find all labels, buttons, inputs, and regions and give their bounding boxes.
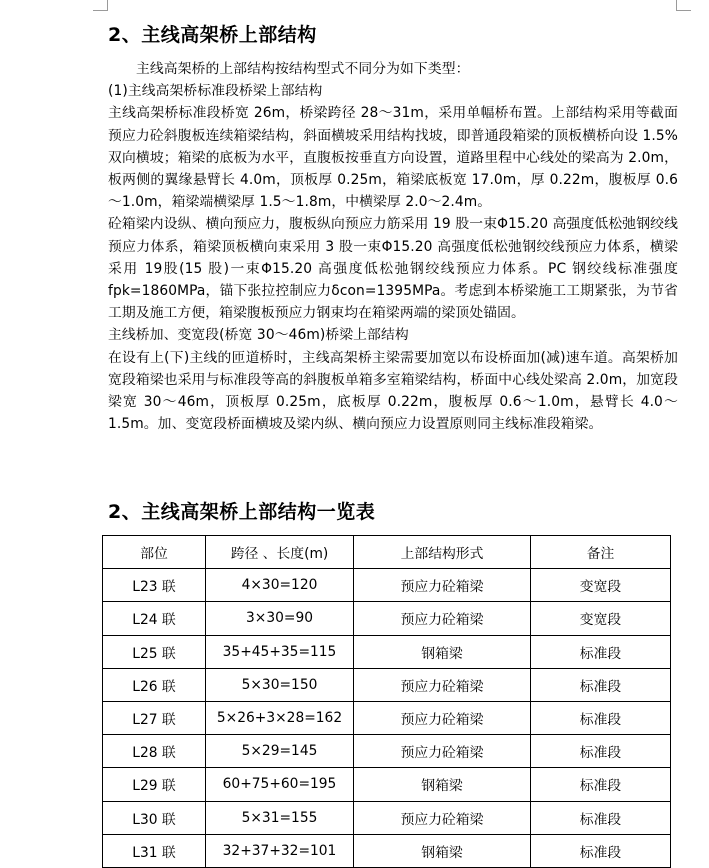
table-row [103,801,671,834]
table-cell: L28 联 [103,735,206,768]
table-cell: 钢箱梁 [354,635,531,668]
table-row [103,635,671,668]
table-cell: 预应力砼箱梁 [354,735,531,768]
table-cell: 标准段 [531,735,671,768]
table-row [103,735,671,768]
header-cell: 上部结构形式 [354,536,531,569]
table-cell: L25 联 [103,635,206,668]
table-cell: 预应力砼箱梁 [354,602,531,635]
table-row [103,834,671,867]
table-cell: 预应力砼箱梁 [354,569,531,602]
table-header-row [103,536,671,569]
paragraph: 主线高架桥的上部结构按结构型式不同分为如下类型： [136,61,470,77]
table-cell: 5×31=155 [206,801,354,834]
table-cell: 变宽段 [531,569,671,602]
paragraph: 在设有上(下)主线的匝道桥时，主线高架桥主梁需要加宽以布设桥面加(减)速车道。高架桥加宽段箱梁也采用与标准段等高的斜腹板单箱多室箱梁结构，桥面中心线处梁高 2.0m，加宽段梁宽 30～46m，顶板厚 0.25m，底板厚 0.22m，腹板厚 0.6～1.0m，悬臂长 4.0～1.5m。加、变宽段桥面横坡及梁内纵、横向预应力设置原则同主线标准段箱梁。 [108,349,678,433]
structure-table [102,535,671,868]
paragraph: 主线桥加、变宽段(桥宽 30～46m)桥梁上部结构 [108,327,409,344]
table-cell: L29 联 [103,768,206,801]
paragraph: 主线高架桥标准段桥宽 26m，桥梁跨径 28～31m，采用单幅桥布置。上部结构采用等截面预应力砼斜腹板连续箱梁结构，斜面横坡采用结构找坡，即普通段箱梁的顶板横桥向设 1.5%双向横坡；箱梁的底板为水平，直腹板按垂直方向设置，道路里程中心线处的梁高为 2.0m，板两侧的翼缘悬臂长 4.0m，顶板厚 0.25m，箱梁底板宽 17.0m，厚 0.22m，腹板厚 0.6～1.0m，箱梁端横梁厚 1.5～1.8m，中横梁厚 2.0～2.4m。 [108,105,678,211]
table-cell: L24 联 [103,602,206,635]
table-row [103,602,671,635]
table-cell: 32+37+32=101 [206,834,354,867]
table-cell: 预应力砼箱梁 [354,801,531,834]
table-cell: 标准段 [531,635,671,668]
table-cell: 钢箱梁 [354,768,531,801]
section-heading: 2、主线高架桥上部结构 [108,24,317,46]
table-cell: 4×30=120 [206,569,354,602]
page-corner-mark-left [93,0,108,11]
table-cell: 标准段 [531,701,671,734]
table-cell: L27 联 [103,701,206,734]
table-cell: 变宽段 [531,602,671,635]
table-cell: 预应力砼箱梁 [354,701,531,734]
table-cell: 预应力砼箱梁 [354,668,531,701]
table-cell: 5×30=150 [206,668,354,701]
table-cell: 标准段 [531,668,671,701]
table-row [103,768,671,801]
table-cell: 60+75+60=195 [206,768,354,801]
table-cell: 钢箱梁 [354,834,531,867]
table-row [103,569,671,602]
table-row [103,668,671,701]
paragraph: 砼箱梁内设纵、横向预应力，腹板纵向预应力筋采用 19 股一束Φ15.20 高强度低松弛钢绞线预应力体系，箱梁顶板横向束采用 3 股一束Φ15.20 高强度低松弛钢绞线预应力体系，横梁采用 19股(15 股)一束Φ15.20 高强度低松弛钢绞线预应力体系。PC 钢绞线标准强度 fpk=1860MPa，锚下张拉控制应力δcon=1395MPa。考虑到本桥梁施工工期紧张，为节省工期及施工方便，箱梁腹板预应力钢束均在箱梁两端的梁顶处锚固。 [108,216,678,322]
table-cell: 5×29=145 [206,735,354,768]
paragraph: (1)主线高架桥标准段桥梁上部结构 [108,83,323,100]
table-cell: 3×30=90 [206,602,354,635]
table-heading: 2、主线高架桥上部结构一览表 [108,501,376,523]
header-cell: 部位 [103,536,206,569]
table-cell: L23 联 [103,569,206,602]
page-corner-mark-right [676,0,691,11]
table-cell: 标准段 [531,834,671,867]
body-text [108,58,678,435]
table-row [103,701,671,734]
table-cell: 5×26+3×28=162 [206,701,354,734]
table-cell: L31 联 [103,834,206,867]
header-cell: 跨径 、长度(m) [206,536,354,569]
table-cell: 标准段 [531,768,671,801]
header-cell: 备注 [531,536,671,569]
table-cell: L30 联 [103,801,206,834]
table-cell: 标准段 [531,801,671,834]
table-cell: 35+45+35=115 [206,635,354,668]
table-cell: L26 联 [103,668,206,701]
